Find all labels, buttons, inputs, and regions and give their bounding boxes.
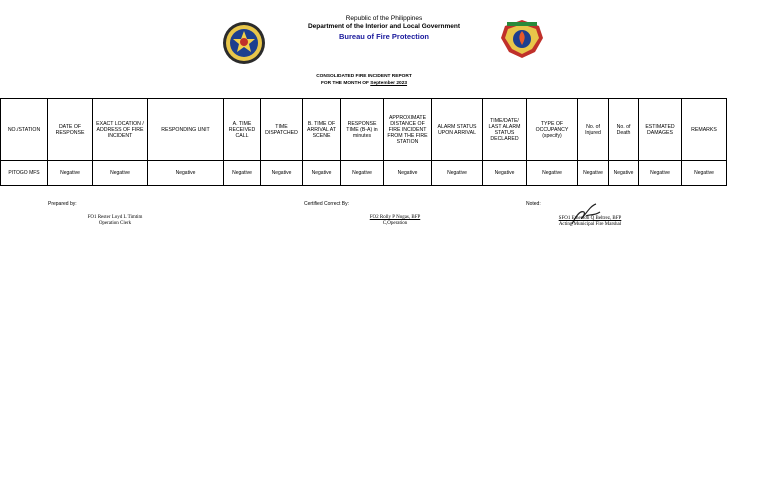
table-cell: Negative — [261, 161, 303, 186]
table-cell: Negative — [48, 161, 93, 186]
report-month: September 2023 — [370, 80, 408, 86]
prepared-by-label: Prepared by: — [48, 201, 77, 207]
table-cell: Negative — [639, 161, 682, 186]
table-cell: Negative — [148, 161, 224, 186]
table-cell: Negative — [93, 161, 148, 186]
column-header: RESPONDING UNIT — [148, 99, 224, 161]
table-cell: Negative — [303, 161, 341, 186]
certified-by-title: C,Operation — [382, 221, 408, 226]
document-header — [0, 14, 768, 43]
bfp-seal-icon — [499, 18, 545, 60]
table-cell: Negative — [384, 161, 432, 186]
certified-by-label: Certified Correct By: — [304, 201, 350, 207]
report-title-text: CONSOLIDATED FIRE INCIDENT REPORT — [316, 74, 412, 79]
column-header: EXACT LOCATION / ADDRESS OF FIRE INCIDENT — [93, 99, 148, 161]
fire-incident-table — [0, 98, 727, 186]
report-month-line — [0, 81, 728, 88]
column-header: ESTIMATED DAMAGES — [639, 99, 682, 161]
column-header: REMARKS — [682, 99, 727, 161]
column-header: No. of Injured — [578, 99, 609, 161]
column-header: TYPE OF OCCUPANCY (specify) — [527, 99, 578, 161]
table-cell: Negative — [483, 161, 527, 186]
column-header: TIME/DATE/ LAST ALARM STATUS DECLARED — [483, 99, 527, 161]
department-line: Department of the Interior and Local Government — [307, 23, 461, 30]
table-cell: Negative — [224, 161, 261, 186]
noted-by-label: Noted: — [526, 201, 541, 207]
table-cell: PITOGO MFS — [1, 161, 48, 186]
column-header: DATE OF RESPONSE — [48, 99, 93, 161]
prepared-by-block — [70, 215, 160, 227]
table-cell: Negative — [682, 161, 727, 186]
report-month-prefix: FOR THE MONTH OF — [320, 80, 369, 86]
noted-by-block — [542, 216, 638, 228]
column-header: B. TIME OF ARRIVAL AT SCENE — [303, 99, 341, 161]
table-cell: Negative — [578, 161, 609, 186]
table-header-row — [1, 99, 727, 161]
prepared-by-title: Operation Clerk — [98, 221, 132, 226]
table-row — [1, 161, 727, 186]
column-header: TIME DISPATCHED — [261, 99, 303, 161]
column-header: APPROXIMATE DISTANCE OF FIRE INCIDENT FROM THE FIRE STATION — [384, 99, 432, 161]
column-header: No. of Death — [609, 99, 639, 161]
column-header: A. TIME RECEIVED CALL — [224, 99, 261, 161]
column-header: ALARM STATUS UPON ARRIVAL — [432, 99, 483, 161]
table-cell: Negative — [432, 161, 483, 186]
table-cell: Negative — [527, 161, 578, 186]
noted-by-title: Acting Municipal Fire Marshal — [558, 222, 622, 227]
column-header: RESPONSE TIME (B-A) in minutes — [341, 99, 384, 161]
bureau-line: Bureau of Fire Protection — [338, 32, 429, 41]
certified-by-block — [352, 215, 438, 227]
certified-by-name: FO2 Rolly P Nogas, BFP — [369, 215, 421, 220]
column-header: NO./STATION — [1, 99, 48, 161]
report-title — [0, 74, 728, 87]
table-cell: Negative — [341, 161, 384, 186]
table-cell: Negative — [609, 161, 639, 186]
prepared-by-name: FO1 Rester Loyd L Timtim — [87, 215, 143, 220]
noted-by-name: SFO1 Emerson Q Beltrez, BFP — [558, 216, 622, 221]
dilg-seal-icon — [222, 21, 266, 65]
republic-line: Republic of the Philippines — [345, 15, 423, 22]
